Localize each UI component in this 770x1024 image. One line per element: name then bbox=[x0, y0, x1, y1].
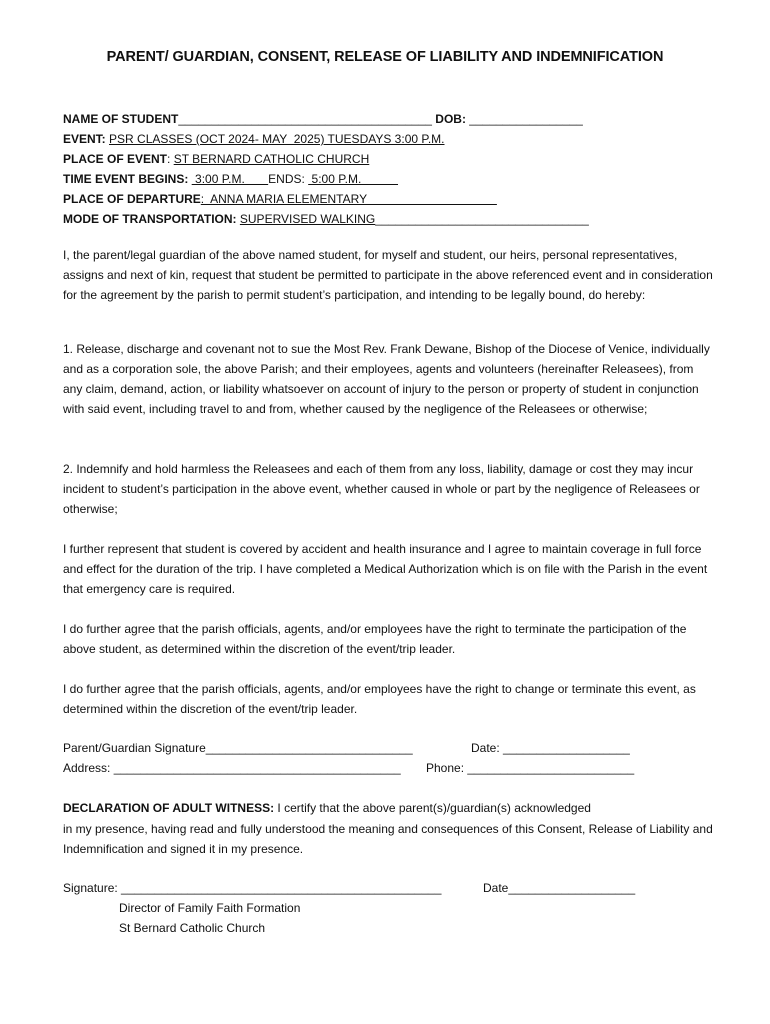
dob-label: DOB: bbox=[431, 112, 470, 126]
place-value: ST BERNARD CATHOLIC CHURCH bbox=[173, 152, 370, 166]
indemnify-paragraph: 2. Indemnify and hold harmless the Releasees and each of them from any loss, liability, damage or cost they may incur incident to student’s participation in the above event, whether caused in whole or part by the negligence of Releasees or otherwise; bbox=[63, 462, 700, 516]
place-colon: : bbox=[167, 152, 174, 166]
signer-role: Director of Family Faith Formation bbox=[119, 901, 301, 915]
signer-organization: St Bernard Catholic Church bbox=[119, 921, 266, 935]
witness-first-line bbox=[63, 800, 591, 816]
transport-row bbox=[63, 211, 589, 227]
terminate-event-paragraph: I do further agree that the parish officials, agents, and/or employees have the right to change or terminate this event, as determined within the discretion of the event/trip leader. bbox=[63, 682, 696, 716]
insurance-paragraph: I further represent that student is covered by accident and health insurance and I agree to maintain coverage in full force and effect for the duration of the trip. I have completed a Medical Authorization which is on file with the Parish in the event that emergency care is required. bbox=[63, 542, 708, 596]
time-begin-value: 3:00 P.M. bbox=[191, 172, 269, 186]
time-end-value: 5:00 P.M. bbox=[308, 172, 399, 186]
parent-date-field[interactable]: Date: ___________________ bbox=[471, 741, 630, 755]
transport-blank: ________________________________ bbox=[375, 212, 589, 226]
address-field[interactable]: Address: ___________________________________________ bbox=[63, 761, 401, 775]
transport-value: SUPERVISED WALKING bbox=[239, 212, 376, 226]
departure-value: : ANNA MARIA ELEMENTARY bbox=[200, 192, 497, 206]
ends-label: ENDS: bbox=[268, 172, 309, 186]
dob-field[interactable]: _________________ bbox=[469, 112, 583, 126]
witness-signature-field[interactable]: Signature: ________________________________________________ bbox=[63, 881, 442, 895]
place-row bbox=[63, 151, 369, 167]
event-row bbox=[63, 131, 445, 147]
student-name-field[interactable]: ______________________________________ bbox=[178, 112, 432, 126]
transport-label: MODE OF TRANSPORTATION: bbox=[63, 212, 240, 226]
time-row bbox=[63, 171, 398, 187]
departure-label: PLACE OF DEPARTURE bbox=[63, 192, 201, 206]
parent-signature-field[interactable]: Parent/Guardian Signature_______________________________ bbox=[63, 741, 413, 755]
place-label: PLACE OF EVENT bbox=[63, 152, 168, 166]
event-label: EVENT: bbox=[63, 132, 110, 146]
phone-field[interactable]: Phone: _________________________ bbox=[426, 761, 635, 775]
terminate-participation-paragraph: I do further agree that the parish officials, agents, and/or employees have the right to terminate the participation of the above student, as determined within the discretion of the event/trip leader. bbox=[63, 622, 687, 656]
witness-paragraph: in my presence, having read and fully understood the meaning and consequences of this Consent, Release of Liability and Indemnification and signed it in my presence. bbox=[63, 822, 713, 856]
departure-row bbox=[63, 191, 497, 207]
event-value: PSR CLASSES (OCT 2024- MAY 2025) TUESDAYS 3:00 P.M. bbox=[109, 132, 445, 146]
form-title: PARENT/ GUARDIAN, CONSENT, RELEASE OF LIABILITY AND INDEMNIFICATION bbox=[106, 49, 664, 65]
time-begin-label: TIME EVENT BEGINS: bbox=[63, 172, 192, 186]
intro-paragraph: I, the parent/legal guardian of the above named student, for myself and student, our heirs, personal representatives, assigns and next of kin, request that student be permitted to participate in the above referenced event and in consideration for the agreement by the parish to permit student’s participation, and intending to be legally bound, do hereby: bbox=[63, 248, 713, 302]
student-name-label: NAME OF STUDENT bbox=[63, 112, 179, 126]
witness-date-field[interactable]: Date___________________ bbox=[483, 881, 636, 895]
release-paragraph: 1. Release, discharge and covenant not to sue the Most Rev. Frank Dewane, Bishop of the Diocese of Venice, individually and as a corporation sole, the above Parish; and their employees, agents and volunteers (hereinafter Releasees), from any claim, demand, action, or liability whatsoever on account of injury to the person or property of student in conjunction with said event, including travel to and from, whether caused by the negligence of the Releasees or otherwise; bbox=[63, 342, 710, 416]
student-name-row bbox=[63, 111, 583, 127]
witness-label: DECLARATION OF ADULT WITNESS: bbox=[63, 801, 275, 815]
witness-text-start: I certify that the above parent(s)/guardian(s) acknowledged bbox=[274, 801, 591, 815]
